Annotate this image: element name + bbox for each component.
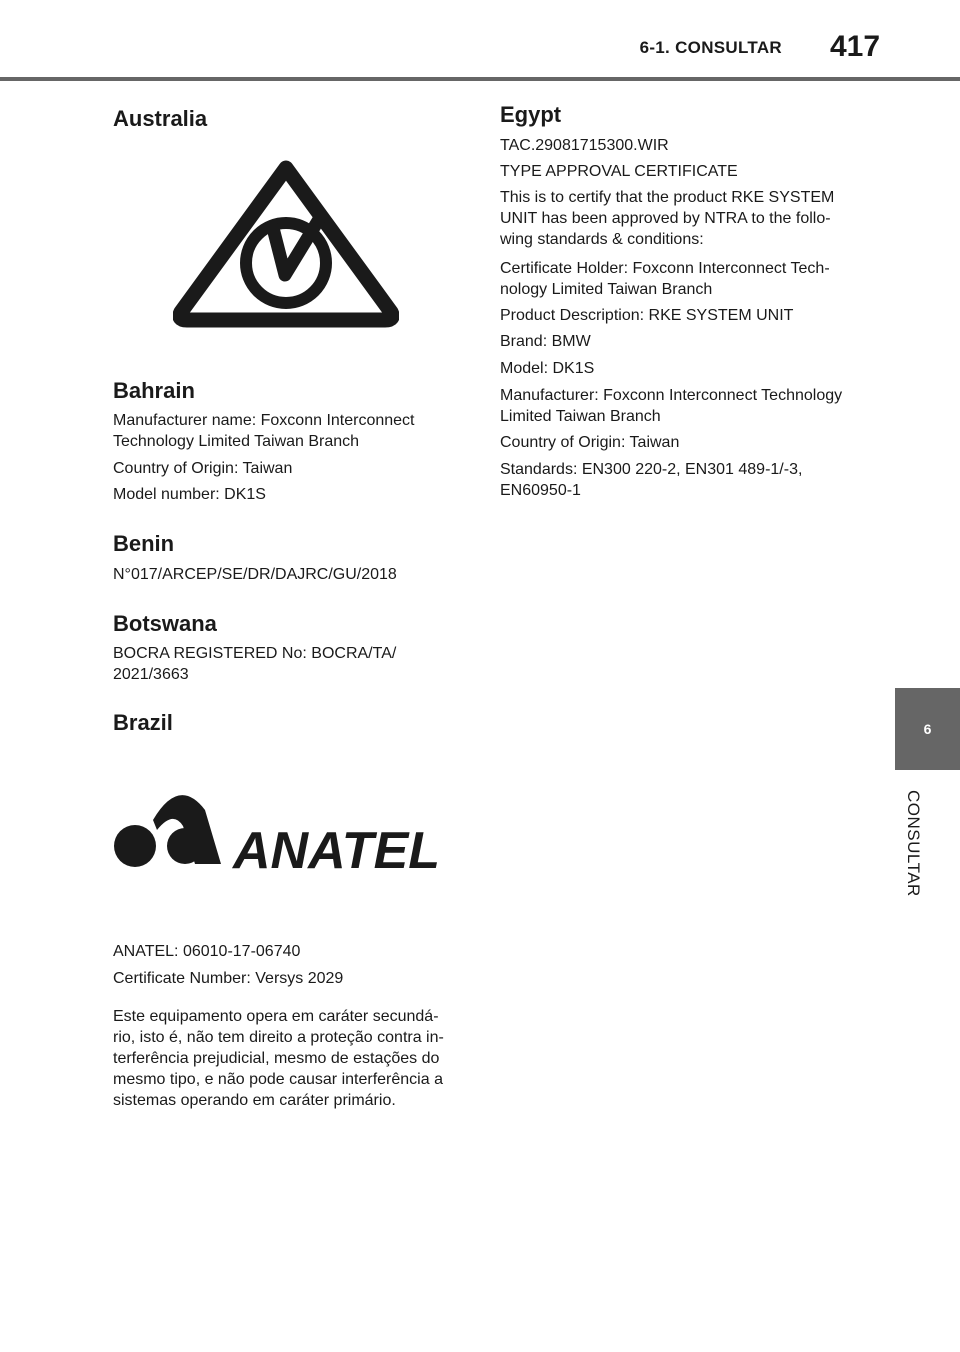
header-divider xyxy=(0,77,960,81)
egypt-certificate-holder: Certificate Holder: Foxconn Interconnect Tech- nology Limited Taiwan Branch xyxy=(500,260,830,298)
section-title: 6-1. CONSULTAR xyxy=(639,38,782,57)
page-number: 417 xyxy=(830,30,881,63)
benin-registration: N°017/ARCEP/SE/DR/DAJRC/GU/2018 xyxy=(113,566,397,583)
chapter-label-text: CONSULTAR xyxy=(904,790,923,897)
egypt-model: Model: DK1S xyxy=(500,360,595,377)
egypt-brand: Brand: BMW xyxy=(500,333,591,350)
anatel-logo xyxy=(113,784,461,876)
egypt-manufacturer: Manufacturer: Foxconn Interconnect Technology Limited Taiwan Branch xyxy=(500,387,843,425)
heading-australia: Australia xyxy=(113,106,208,131)
anatel-certificate: Certificate Number: Versys 2029 xyxy=(113,970,344,987)
bahrain-model: Model number: DK1S xyxy=(113,486,266,503)
heading-brazil: Brazil xyxy=(113,710,173,735)
botswana-registration: BOCRA REGISTERED No: BOCRA/TA/ 2021/3663 xyxy=(113,645,397,683)
egypt-origin: Country of Origin: Taiwan xyxy=(500,434,680,451)
egypt-product-description: Product Description: RKE SYSTEM UNIT xyxy=(500,307,794,324)
egypt-tac: TAC.29081715300.WIR xyxy=(500,137,669,154)
chapter-tab: 6 xyxy=(895,688,960,770)
heading-bahrain: Bahrain xyxy=(113,378,195,403)
anatel-logo-text: ANATEL xyxy=(233,822,441,876)
bahrain-manufacturer: Manufacturer name: Foxconn Interconnect Technology Limited Taiwan Branch xyxy=(113,412,415,450)
heading-botswana: Botswana xyxy=(113,611,217,636)
heading-egypt: Egypt xyxy=(500,102,562,127)
anatel-notice: Este equipamento opera em caráter secundá- rio, isto é, não tem direito a proteção contra in- terferência prejudicial, mesmo de estações do mesmo tipo, e não pode causar interferência a sistemas operando em caráter primário. xyxy=(113,1008,444,1109)
heading-benin: Benin xyxy=(113,531,175,556)
chapter-label xyxy=(893,790,933,920)
bahrain-origin: Country of Origin: Taiwan xyxy=(113,460,293,477)
anatel-number: ANATEL: 06010-17-06740 xyxy=(113,943,301,960)
rcm-compliance-logo xyxy=(173,160,399,328)
egypt-type-approval: TYPE APPROVAL CERTIFICATE xyxy=(500,163,738,180)
egypt-certify-text: This is to certify that the product RKE SYSTEM UNIT has been approved by NTRA to the follo- wing standards & conditions: xyxy=(500,189,835,248)
egypt-standards: Standards: EN300 220-2, EN301 489-1/-3, EN60950-1 xyxy=(500,461,803,499)
